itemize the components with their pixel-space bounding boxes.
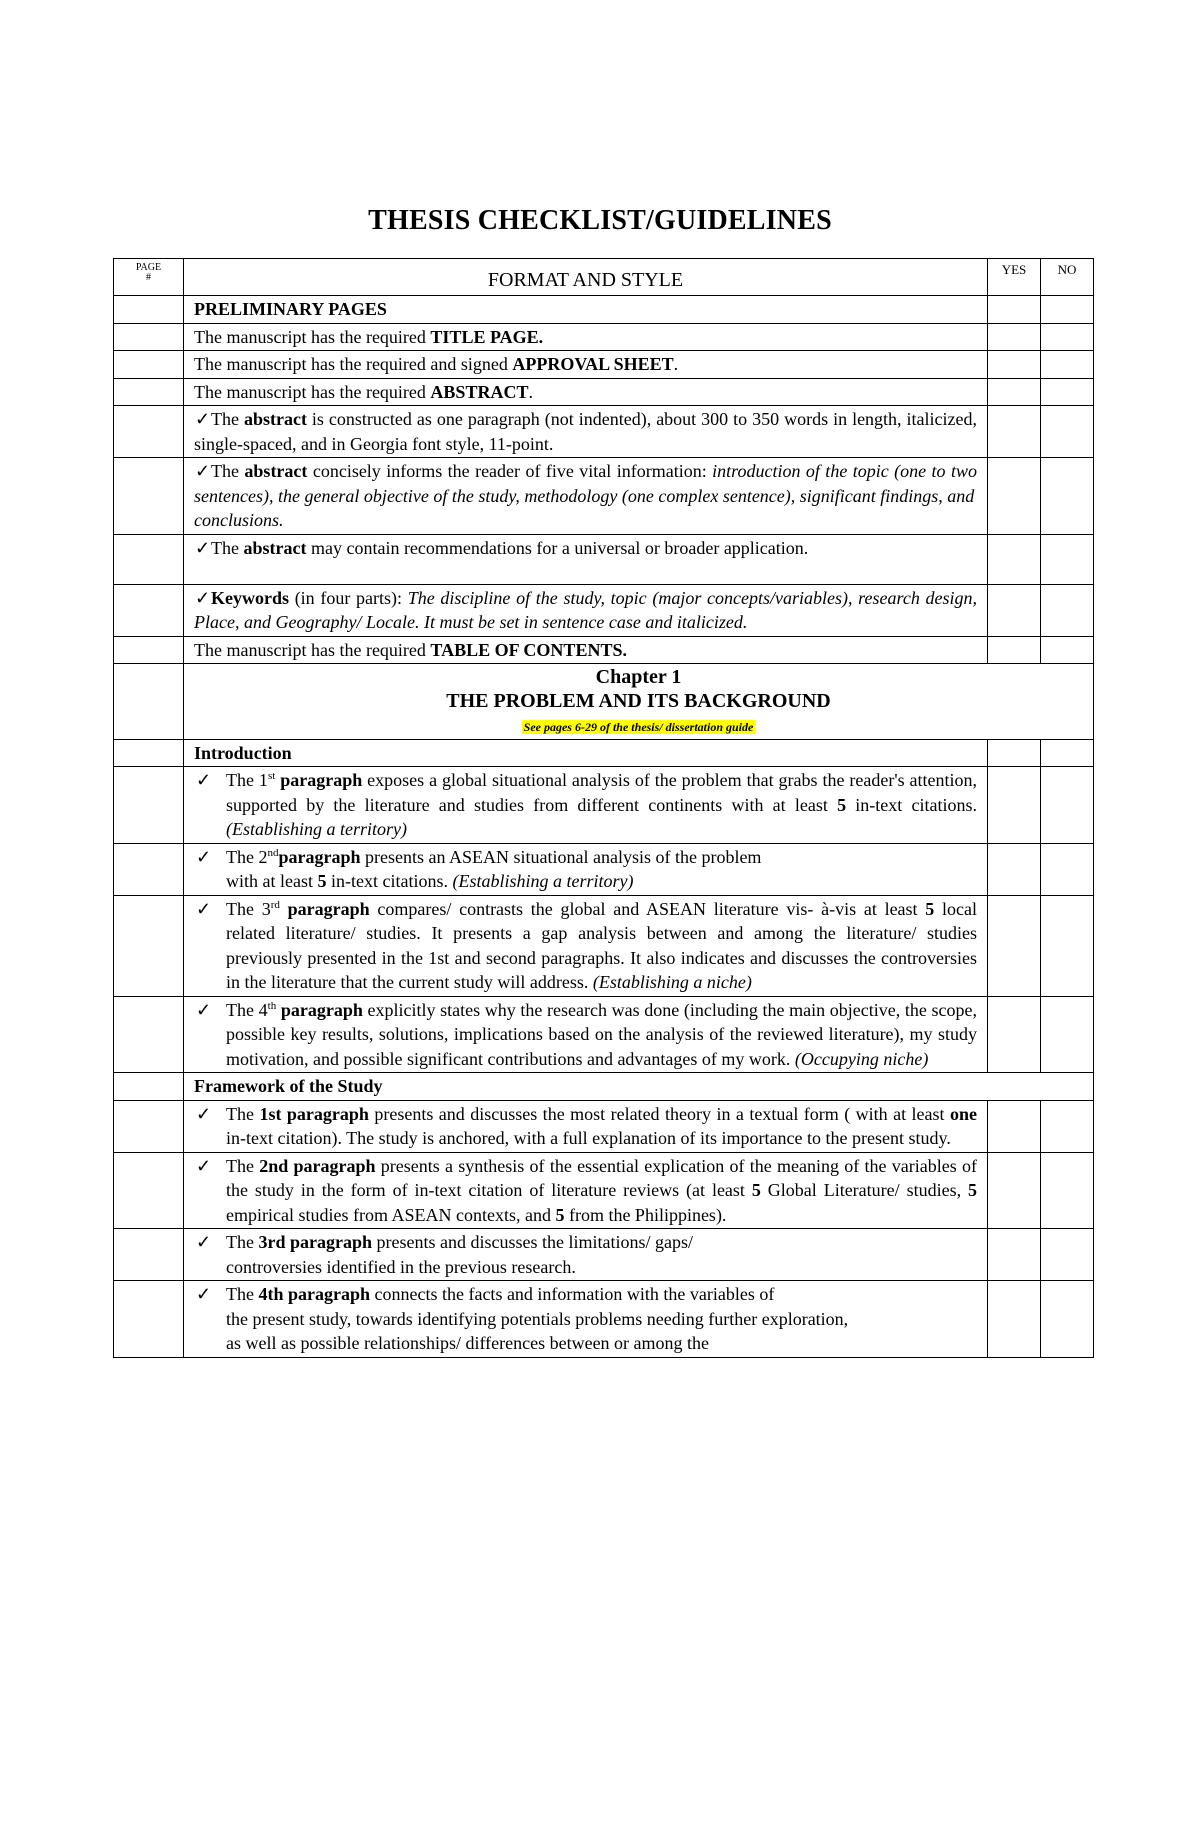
item-emphasis: abstract: [244, 461, 308, 481]
yes-cell[interactable]: [988, 458, 1041, 535]
yes-cell[interactable]: [988, 351, 1041, 379]
item-title-page: [184, 323, 988, 351]
item-italic: introduction of the topic (one to two sentences), the general objective of the study, methodology (one complex sentence), significant findings, and: [194, 461, 977, 506]
table-row: [114, 1281, 1094, 1358]
item-text: The: [226, 1103, 260, 1124]
item-text: The 4: [226, 999, 268, 1020]
item-italic: The discipline of the study, topic (major concepts/variables), research design, Place, and Geography/ Locale. It must be set in sentence case and italicized.: [194, 587, 978, 632]
check-icon: ✓: [196, 999, 212, 1020]
no-cell[interactable]: [1041, 843, 1094, 895]
table-row: [114, 296, 1094, 324]
no-cell[interactable]: [1041, 406, 1094, 458]
page-cell: [114, 406, 184, 458]
item-text: The: [211, 409, 244, 429]
item-text: The 1: [226, 770, 268, 790]
item-text: The: [226, 1155, 260, 1176]
check-icon: ✓: [196, 1155, 212, 1176]
item-emphasis: abstract: [243, 409, 307, 429]
chapter-heading: [184, 664, 1094, 740]
yes-cell[interactable]: [988, 406, 1041, 458]
item-framework-paragraph-2: [184, 1152, 988, 1229]
item-italic: (Establishing a niche): [592, 972, 752, 992]
section-row: [114, 1073, 1094, 1101]
item-text: The: [211, 537, 244, 558]
item-emphasis: one: [950, 1103, 977, 1124]
page-cell: [114, 739, 184, 767]
chapter-guide-note: See pages 6-29 of the thesis/ dissertation guide: [523, 720, 754, 734]
chapter-row: [114, 664, 1094, 740]
item-text: The manuscript has the required: [194, 326, 431, 347]
item-text: concisely informs the reader of five vital information:: [307, 461, 713, 481]
format-style-header: [184, 259, 988, 296]
yes-cell[interactable]: [988, 1152, 1041, 1229]
table-row: [114, 1100, 1094, 1152]
item-emphasis: TABLE OF CONTENTS.: [430, 639, 627, 660]
no-cell[interactable]: [1041, 996, 1094, 1073]
yes-cell[interactable]: [988, 296, 1041, 324]
item-text: explicitly states why the research was done (including the main objective, the scope, possible key results, solutions, implications based on the analysis of the reviewed literature), my study motivation, and possible significant contributions and advantages of my work.: [226, 999, 978, 1069]
item-text: The: [226, 1284, 259, 1304]
no-cell[interactable]: [1041, 895, 1094, 996]
yes-cell[interactable]: [988, 1229, 1041, 1281]
yes-cell[interactable]: [988, 584, 1041, 636]
page-cell: [114, 636, 184, 664]
ordinal-suffix: rd: [270, 898, 280, 911]
page-column-header: [114, 259, 184, 296]
no-cell[interactable]: [1041, 739, 1094, 767]
item-italic: (Establishing a territory): [452, 871, 634, 891]
yes-cell[interactable]: [988, 636, 1041, 664]
item-emphasis: paragraph: [278, 846, 361, 867]
item-emphasis: 3rd paragraph: [258, 1232, 372, 1252]
item-emphasis: 2nd paragraph: [259, 1155, 376, 1176]
page-cell: [114, 1281, 184, 1358]
item-text: may contain recommendations for a universal or broader application.: [306, 537, 809, 558]
yes-column-header: [988, 259, 1041, 296]
item-emphasis: Keywords: [211, 587, 289, 608]
item-abstract: [184, 378, 988, 406]
page-cell: [114, 458, 184, 535]
yes-cell[interactable]: [988, 739, 1041, 767]
page-cell: [114, 843, 184, 895]
check-icon: ✓: [194, 461, 211, 481]
check-icon: ✓: [194, 537, 211, 558]
item-keywords: [184, 584, 988, 636]
page-cell: [114, 1073, 184, 1101]
page-header-hash: #: [146, 272, 151, 283]
item-abstract-format: [184, 406, 988, 458]
no-cell[interactable]: [1041, 1152, 1094, 1229]
item-emphasis: APPROVAL SHEET: [512, 354, 674, 374]
no-column-header: [1041, 259, 1094, 296]
item-framework-paragraph-4: [184, 1281, 988, 1358]
item-emphasis: abstract: [243, 537, 307, 558]
item-text: (in four parts):: [289, 587, 408, 608]
document-title: THESIS CHECKLIST/GUIDELINES: [368, 205, 832, 236]
format-style-label: FORMAT AND STYLE: [487, 269, 684, 291]
table-row: [114, 1152, 1094, 1229]
no-cell[interactable]: [1041, 296, 1094, 324]
no-cell[interactable]: [1041, 323, 1094, 351]
page-cell: [114, 1100, 184, 1152]
table-row: [114, 378, 1094, 406]
table-row: [114, 351, 1094, 379]
yes-cell[interactable]: [988, 996, 1041, 1073]
ordinal-suffix: st: [267, 770, 276, 782]
item-count: 5: [317, 871, 327, 891]
item-emphasis: paragraph: [275, 770, 363, 790]
yes-cell[interactable]: [988, 378, 1041, 406]
no-cell[interactable]: [1041, 458, 1094, 535]
item-text: presents and discusses the most related theory in a textual form ( with at least: [368, 1103, 950, 1124]
check-icon: ✓: [194, 409, 211, 429]
item-text: The: [211, 461, 245, 481]
table-row: [114, 1229, 1094, 1281]
item-text: The manuscript has the required and signed: [194, 354, 513, 374]
item-text: exposes a global situational analysis of the problem that grabs the reader's attention, supported by the literature and studies from different continents with at least: [226, 770, 978, 815]
ordinal-suffix: nd: [267, 846, 279, 859]
item-emphasis: paragraph: [276, 999, 363, 1020]
item-text: compares/ contrasts the global and ASEAN literature vis- à-vis at least: [369, 898, 926, 919]
item-abstract-content: [184, 458, 988, 535]
no-cell[interactable]: [1041, 351, 1094, 379]
item-text: presents an ASEAN situational analysis of the problem: [360, 846, 762, 867]
no-cell[interactable]: [1041, 767, 1094, 844]
check-icon: ✓: [196, 1232, 212, 1252]
page-cell: [114, 351, 184, 379]
page-cell: [114, 584, 184, 636]
item-emphasis: ABSTRACT: [430, 381, 529, 402]
check-icon: ✓: [196, 1103, 212, 1124]
table-row: [114, 739, 1094, 767]
header-row: [114, 259, 1094, 296]
item-text: The 2: [226, 846, 268, 867]
yes-label: YES: [1001, 262, 1027, 277]
table-row: [114, 996, 1094, 1073]
item-count: 5: [968, 1180, 978, 1200]
no-cell[interactable]: [1041, 1229, 1094, 1281]
item-count: 5: [751, 1180, 761, 1200]
page-cell: [114, 1229, 184, 1281]
item-approval-sheet: [184, 351, 988, 379]
item-text: is constructed as one paragraph (not indented), about 300 to 350 words in length, italicized, single-spaced, and in Georgia font style, 11-point.: [194, 409, 978, 454]
no-cell[interactable]: [1041, 378, 1094, 406]
item-italic: (Occupying niche): [794, 1048, 929, 1069]
item-text: .: [673, 354, 679, 374]
page-cell: [114, 996, 184, 1073]
check-icon: ✓: [194, 587, 211, 608]
item-intro-paragraph-3: [184, 895, 988, 996]
check-icon: ✓: [196, 1284, 212, 1304]
item-emphasis: TITLE PAGE.: [430, 326, 544, 347]
yes-cell[interactable]: [988, 767, 1041, 844]
chapter-label: Chapter 1: [595, 666, 682, 688]
table-row: [114, 458, 1094, 535]
check-icon: ✓: [196, 846, 212, 867]
item-text: controversies identified in the previous research.: [226, 1256, 576, 1277]
no-cell[interactable]: [1041, 534, 1094, 584]
table-row: [114, 323, 1094, 351]
yes-cell[interactable]: [988, 1281, 1041, 1358]
section-heading-framework: Framework of the Study: [184, 1073, 1094, 1101]
yes-cell[interactable]: [988, 895, 1041, 996]
item-text: with at least: [226, 871, 318, 891]
item-text: the present study, towards identifying potentials problems needing further exploration,: [226, 1308, 849, 1329]
item-text: from the Philippines).: [564, 1204, 727, 1225]
page-cell: [114, 378, 184, 406]
check-icon: ✓: [196, 770, 212, 790]
page-cell: [114, 296, 184, 324]
page-cell: [114, 895, 184, 996]
item-abstract-recommendations: [184, 534, 988, 584]
item-text: as well as possible relationships/ differences between or among the: [226, 1333, 710, 1353]
page-header-label: PAGE: [135, 262, 162, 273]
page-cell: [114, 1152, 184, 1229]
item-intro-paragraph-2: [184, 843, 988, 895]
item-text: connects the facts and information with the variables of: [370, 1284, 775, 1304]
item-count: 5: [555, 1204, 565, 1225]
checklist-table: [113, 258, 1094, 1358]
table-row: [114, 636, 1094, 664]
item-framework-paragraph-1: [184, 1100, 988, 1152]
item-intro-paragraph-4: [184, 996, 988, 1073]
item-text: Global Literature/ studies,: [760, 1180, 969, 1200]
table-row: [114, 843, 1094, 895]
item-emphasis: paragraph: [279, 898, 370, 919]
page-cell: [114, 323, 184, 351]
item-intro-paragraph-1: [184, 767, 988, 844]
item-text: The: [226, 1232, 259, 1252]
item-italic: (Establishing a territory): [226, 819, 407, 839]
item-italic: conclusions.: [194, 510, 284, 530]
item-text: in-text citations.: [846, 794, 977, 815]
page-cell: [114, 534, 184, 584]
chapter-title: THE PROBLEM AND ITS BACKGROUND: [446, 690, 831, 712]
no-cell[interactable]: [1041, 1281, 1094, 1358]
item-framework-paragraph-3: [184, 1229, 988, 1281]
yes-cell[interactable]: [988, 1100, 1041, 1152]
item-count: 5: [837, 794, 847, 815]
item-text: .: [528, 381, 533, 402]
page-cell: [114, 767, 184, 844]
table-row: [114, 406, 1094, 458]
item-text: in-text citations.: [326, 871, 453, 891]
item-text: presents and discusses the limitations/ gaps/: [372, 1232, 693, 1252]
table-row: [114, 534, 1094, 584]
item-count: 5: [925, 898, 935, 919]
table-row: [114, 584, 1094, 636]
yes-cell[interactable]: [988, 323, 1041, 351]
table-row: [114, 895, 1094, 996]
item-emphasis: 4th paragraph: [258, 1284, 370, 1304]
section-heading-introduction: Introduction: [184, 739, 988, 767]
item-text: The 3: [226, 898, 271, 919]
item-text: in-text citation). The study is anchored, with a full explanation of its importance to the present study.: [226, 1128, 951, 1148]
no-cell[interactable]: [1041, 584, 1094, 636]
ordinal-suffix: th: [267, 999, 277, 1012]
item-text: The manuscript has the required: [194, 639, 431, 660]
page-cell: [114, 664, 184, 740]
no-cell[interactable]: [1041, 636, 1094, 664]
no-cell[interactable]: [1041, 1100, 1094, 1152]
item-text: local related literature/ studies. It presents a gap analysis between and among the literature/ studies previously presented in the 1st and second paragraphs. It also indicates and discusses the controversies in the literature that the current study will address.: [226, 898, 978, 992]
check-icon: ✓: [196, 898, 212, 919]
yes-cell[interactable]: [988, 843, 1041, 895]
item-text: empirical studies from ASEAN contexts, and: [226, 1204, 556, 1225]
table-row: [114, 767, 1094, 844]
item-text: The manuscript has the required: [194, 381, 431, 402]
no-label: NO: [1057, 262, 1077, 277]
yes-cell[interactable]: [988, 534, 1041, 584]
item-table-of-contents: [184, 636, 988, 664]
section-heading-preliminary: PRELIMINARY PAGES: [184, 296, 988, 324]
item-emphasis: 1st paragraph: [259, 1103, 369, 1124]
item-text: presents a synthesis of the essential explication of the meaning of the variables of the study in the form of in-text citation of literature reviews (at least: [226, 1155, 977, 1200]
